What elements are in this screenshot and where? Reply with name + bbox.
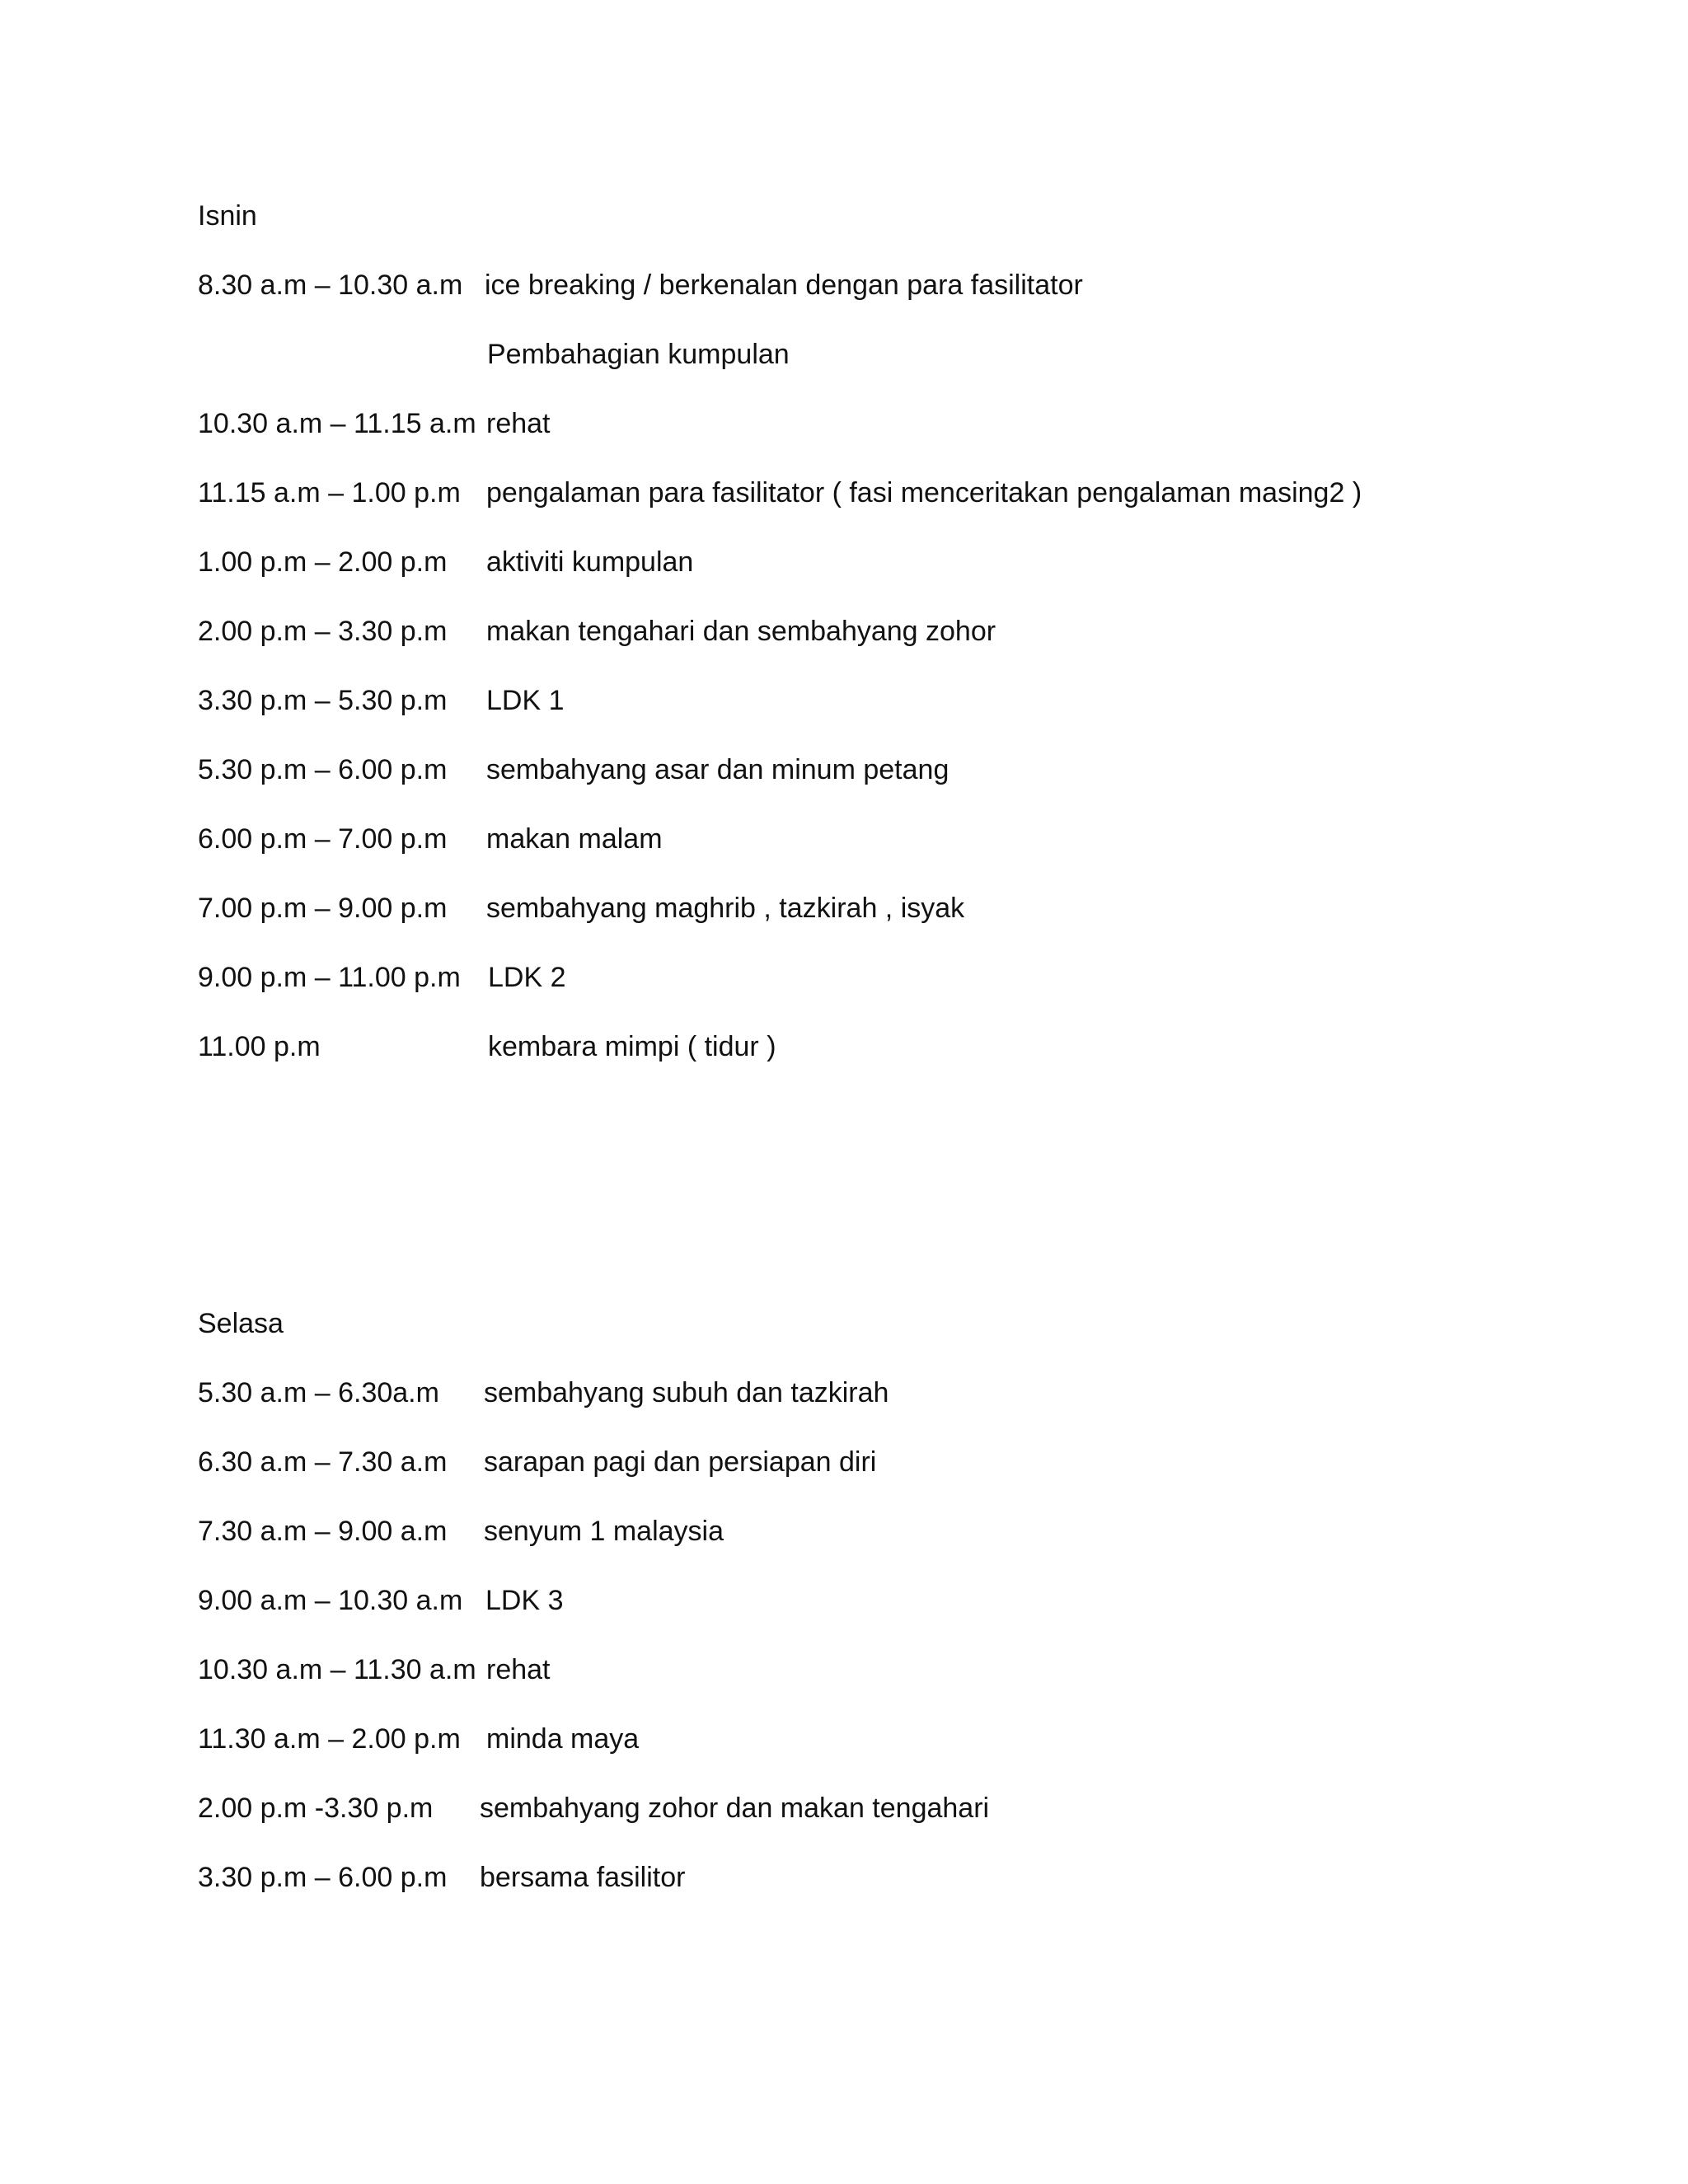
schedule-activity: aktiviti kumpulan (486, 546, 694, 578)
schedule-activity: sembahyang maghrib , tazkirah , isyak (486, 893, 965, 924)
schedule-row (0, 1718, 1688, 1760)
schedule-time: 8.30 a.m – 10.30 a.m (198, 269, 463, 301)
schedule-time: 1.00 p.m – 2.00 p.m (198, 546, 448, 578)
schedule-activity: makan tengahari dan sembahyang zohor (486, 616, 996, 647)
schedule-activity: pengalaman para fasilitator ( fasi menceritakan pengalaman masing2 ) (486, 477, 1362, 509)
schedule-row (0, 1372, 1688, 1413)
schedule-activity: sembahyang subuh dan tazkirah (484, 1377, 889, 1408)
schedule-row (0, 1649, 1688, 1690)
schedule-row (0, 957, 1688, 998)
schedule-activity: kembara mimpi ( tidur ) (488, 1031, 776, 1062)
schedule-time: 11.00 p.m (198, 1031, 321, 1062)
day-label: Selasa (198, 1308, 284, 1339)
schedule-row (0, 403, 1688, 444)
schedule-time: 10.30 a.m – 11.15 a.m (198, 408, 476, 439)
schedule-activity: senyum 1 malaysia (484, 1516, 724, 1547)
schedule-activity: bersama fasilitor (480, 1862, 686, 1893)
schedule-activity: minda maya (486, 1723, 640, 1755)
schedule-time: 6.00 p.m – 7.00 p.m (198, 823, 448, 855)
schedule-row (0, 1788, 1688, 1829)
schedule-time: 7.30 a.m – 9.00 a.m (198, 1516, 448, 1547)
schedule-row (0, 1511, 1688, 1552)
schedule-row (0, 265, 1688, 306)
schedule-time: 9.00 p.m – 11.00 p.m (198, 962, 461, 993)
schedule-time: 2.00 p.m – 3.30 p.m (198, 616, 448, 647)
schedule-time: 10.30 a.m – 11.30 a.m (198, 1654, 476, 1685)
schedule-row (0, 1441, 1688, 1483)
schedule-time: 9.00 a.m – 10.30 a.m (198, 1585, 463, 1616)
schedule-row (0, 1580, 1688, 1621)
schedule-activity: sembahyang asar dan minum petang (486, 754, 950, 785)
day-heading-selasa (0, 1303, 1688, 1344)
schedule-row (0, 1857, 1688, 1898)
schedule-time: 3.30 p.m – 5.30 p.m (198, 685, 448, 716)
schedule-time: 5.30 p.m – 6.00 p.m (198, 754, 448, 785)
schedule-activity: Pembahagian kumpulan (487, 339, 790, 370)
schedule-time: 5.30 a.m – 6.30a.m (198, 1377, 439, 1408)
schedule-activity: sarapan pagi dan persiapan diri (484, 1446, 877, 1478)
schedule-row (0, 818, 1688, 860)
schedule-activity: LDK 3 (485, 1585, 564, 1616)
day-label: Isnin (198, 200, 257, 232)
schedule-activity: sembahyang zohor dan makan tengahari (480, 1793, 990, 1824)
schedule-row (0, 680, 1688, 721)
schedule-row (0, 472, 1688, 513)
schedule-row (0, 334, 1688, 375)
schedule-time: 11.15 a.m – 1.00 p.m (198, 477, 461, 509)
schedule-time: 3.30 p.m – 6.00 p.m (198, 1862, 448, 1893)
schedule-row (0, 749, 1688, 790)
schedule-time: 11.30 a.m – 2.00 p.m (198, 1723, 461, 1755)
schedule-time: 7.00 p.m – 9.00 p.m (198, 893, 448, 924)
schedule-activity: LDK 2 (488, 962, 566, 993)
schedule-row (0, 1026, 1688, 1067)
schedule-activity: LDK 1 (486, 685, 565, 716)
schedule-row (0, 611, 1688, 652)
day-heading-isnin (0, 195, 1688, 237)
schedule-time: 2.00 p.m -3.30 p.m (198, 1793, 434, 1824)
schedule-row (0, 541, 1688, 583)
schedule-activity: makan malam (486, 823, 663, 855)
schedule-activity: rehat (486, 408, 551, 439)
schedule-activity: ice breaking / berkenalan dengan para fasilitator (485, 269, 1083, 301)
schedule-time: 6.30 a.m – 7.30 a.m (198, 1446, 448, 1478)
schedule-row (0, 888, 1688, 929)
schedule-activity: rehat (486, 1654, 551, 1685)
